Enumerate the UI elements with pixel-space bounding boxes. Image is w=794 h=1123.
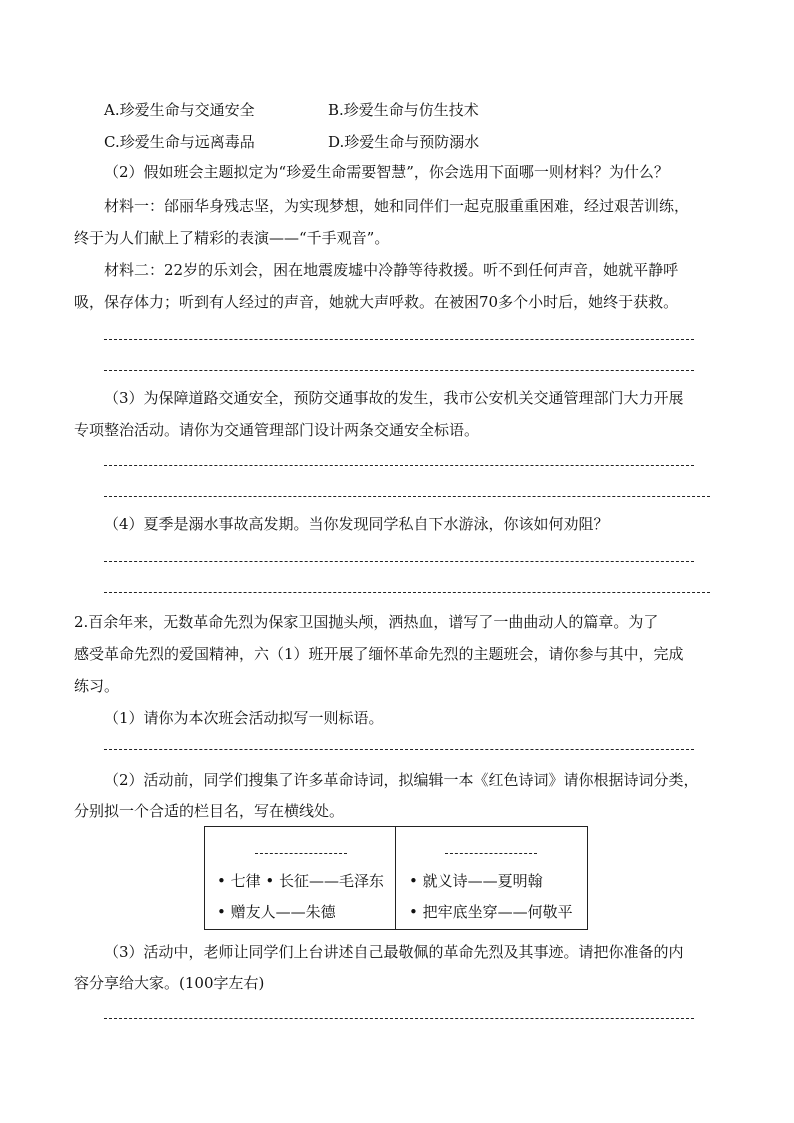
q2-intro-line2: 感受革命先烈的爱国精神，六（1）班开展了缅怀革命先烈的主题班会，请你参与其中，完成 xyxy=(74,645,684,663)
q2-part3-line1: （3）活动中，老师让同学们上台讲述自己最敬佩的革命先烈及其事迹。请把你准备的内 xyxy=(104,943,684,961)
column-name-blank-right[interactable] xyxy=(445,853,537,854)
poem-item: • 赠友人——朱德 xyxy=(217,903,336,921)
poem-item: • 七律 • 长征——毛泽东 xyxy=(217,872,385,890)
answer-line[interactable] xyxy=(104,370,694,371)
column-name-blank-left[interactable] xyxy=(255,853,347,854)
answer-line[interactable] xyxy=(104,1018,694,1019)
answer-line[interactable] xyxy=(104,592,710,593)
option-c: C.珍爱生命与远离毒品 xyxy=(104,133,255,151)
poem-category-table xyxy=(204,826,588,930)
answer-line[interactable] xyxy=(104,749,694,750)
answer-line[interactable] xyxy=(104,561,694,562)
answer-line[interactable] xyxy=(104,339,694,340)
option-b: B.珍爱生命与仿生技术 xyxy=(328,101,479,119)
table-divider xyxy=(395,827,396,929)
q1-part2-prompt: （2）假如班会主题拟定为“珍爱生命需要智慧”，你会选用下面哪一则材料？为什么？ xyxy=(104,163,669,181)
q2-part3-line2: 容分享给大家。(100字左右) xyxy=(74,974,265,992)
material-two-line2: 吸，保存体力；听到有人经过的声音，她就大声呼救。在被困70多个小时后，她终于获救。 xyxy=(74,293,679,311)
q2-part1-prompt: （1）请你为本次班会活动拟写一则标语。 xyxy=(104,709,384,727)
q2-intro-line3: 练习。 xyxy=(74,677,120,695)
answer-line[interactable] xyxy=(104,465,694,466)
material-one-line1: 材料一：邰丽华身残志坚，为实现梦想，她和同伴们一起克服重重困难，经过艰苦训练， xyxy=(104,197,690,215)
material-two-line1: 材料二：22岁的乐刘会，困在地震废墟中冷静等待救援。听不到任何声音，她就平静呼 xyxy=(104,261,679,279)
q1-part3-line1: （3）为保障道路交通安全，预防交通事故的发生，我市公安机关交通管理部门大力开展 xyxy=(104,389,684,407)
material-one-line2: 终于为人们献上了精彩的表演——“千手观音”。 xyxy=(74,229,390,247)
q2-intro-line1: 2.百余年来，无数革命先烈为保家卫国抛头颅，洒热血，谱写了一曲曲动人的篇章。为了 xyxy=(74,613,659,631)
option-d: D.珍爱生命与预防溺水 xyxy=(328,133,480,151)
poem-item: • 就义诗——夏明翰 xyxy=(409,872,543,890)
answer-line[interactable] xyxy=(104,496,710,497)
q1-part4-prompt: （4）夏季是溺水事故高发期。当你发现同学私自下水游泳，你该如何劝阻？ xyxy=(104,515,609,533)
poem-item: • 把牢底坐穿——何敬平 xyxy=(409,903,573,921)
q1-part3-line2: 专项整治活动。请你为交通管理部门设计两条交通安全标语。 xyxy=(74,421,480,439)
q2-part2-line2: 分别拟一个合适的栏目名，写在横线处。 xyxy=(74,802,345,820)
option-a: A.珍爱生命与交通安全 xyxy=(104,101,255,119)
q2-part2-line1: （2）活动前，同学们搜集了许多革命诗词，拟编辑一本《红色诗词》请你根据诗词分类， xyxy=(104,771,699,789)
